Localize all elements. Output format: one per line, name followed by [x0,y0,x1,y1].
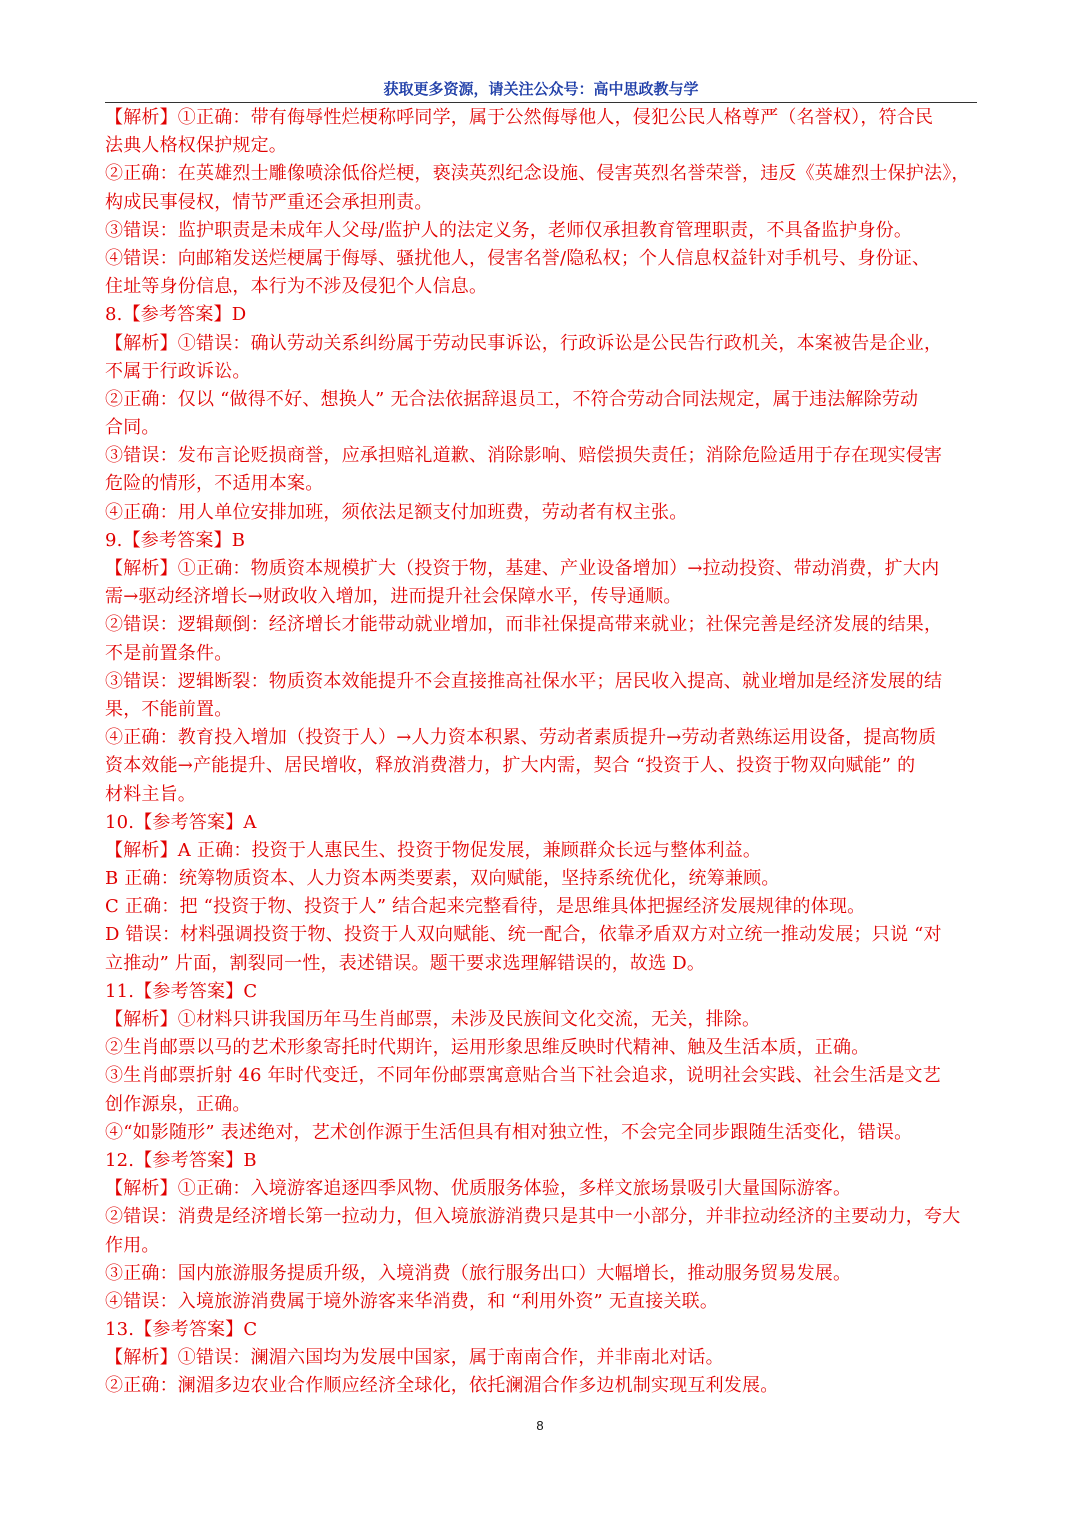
text-line: ④错误：入境旅游消费属于境外游客来华消费，和 “利用外资” 无直接关联。 [105,1290,719,1312]
text-line: ③正确：国内旅游服务提质升级，入境消费（旅行服务出口）大幅增长，推动服务贸易发展。 [105,1262,852,1284]
text-line: ②正确：澜湄多边农业合作顺应经济全球化，依托澜湄合作多边机制实现互利发展。 [105,1375,779,1397]
text-line: 法典人格权保护规定。 [105,135,287,157]
text-line: ④正确：教育投入增加（投资于人）→人力资本积累、劳动者素质提升→劳动者熟练运用设备，提高物质 [105,727,937,749]
text-line: ④“如影随形” 表述绝对，艺术创作源于生活但具有相对独立性，不会完全同步跟随生活变化，错误。 [105,1121,913,1143]
text-line: ④错误：向邮箱发送烂梗属于侮辱、骚扰他人，侵害名誉/隐私权；个人信息权益针对手机号、身份证、 [105,247,931,269]
text-line: ③错误：逻辑断裂：物质资本效能提升不会直接推高社保水平；居民收入提高、就业增加是经济发展的结 [105,670,943,692]
text-line: B 正确：统筹物质资本、人力资本两类要素，双向赋能，坚持系统优化，统筹兼顾。 [105,868,780,890]
text-line: ②正确：在英雄烈士雕像喷涂低俗烂梗，亵渎英烈纪念设施、侵害英烈名誉荣誉，违反《英雄烈士保护法》， [105,163,970,185]
text-line: 住址等身份信息，本行为不涉及侵犯个人信息。 [105,276,488,298]
text-line: 10.【参考答案】A [105,811,257,833]
text-line: ③错误：监护职责是未成年人父母/监护人的法定义务，老师仅承担教育管理职责，不具备监护身份。 [105,219,913,241]
text-line: ②生肖邮票以马的艺术形象寄托时代期许，运用形象思维反映时代精神、触及生活本质，正确。 [105,1037,870,1059]
text-line: 作用。 [105,1234,160,1256]
text-line: 【解析】①错误：确认劳动关系纠纷属于劳动民事诉讼，行政诉讼是公民告行政机关，本案被告是企业， [105,332,943,354]
text-line: C 正确：把 “投资于物、投资于人” 结合起来完整看待，是思维具体把握经济发展规律的体现。 [105,896,866,918]
text-line: 不属于行政诉讼。 [105,360,251,382]
text-line: 【解析】①错误：澜湄六国均为发展中国家，属于南南合作，并非南北对话。 [105,1347,724,1369]
text-line: 立推动” 片面，割裂同一性，表述错误。题干要求选理解错误的，故选 D。 [105,952,706,974]
text-line: D 错误：材料强调投资于物、投资于人双向赋能、统一配合，依靠矛盾双方对立统一推动发展；只说 “对 [105,924,942,946]
header-divider [105,102,977,103]
text-line: ③生肖邮票折射 46 年时代变迁，不同年份邮票寓意贴合当下社会追求，说明社会实践、社会生活是文艺 [105,1065,941,1087]
text-line: 【解析】①正确：物质资本规模扩大（投资于物，基建、产业设备增加）→拉动投资、带动消费，扩大内 [105,558,940,579]
text-line: 【解析】①正确：带有侮辱性烂梗称呼同学，属于公然侮辱他人，侵犯公民人格尊严（名誉权），符合民 [105,107,934,128]
text-line: 13.【参考答案】C [105,1319,258,1341]
text-line: 材料主旨。 [105,783,196,805]
text-line: ③错误：发布言论贬损商誉，应承担赔礼道歉、消除影响、赔偿损失责任；消除危险适用于存在现实侵害 [105,445,943,467]
text-line: 11.【参考答案】C [105,980,258,1002]
text-line: ②错误：逻辑颠倒：经济增长才能带动就业增加，而非社保提高带来就业；社保完善是经济发展的结果， [105,614,943,636]
page-header: 获取更多资源，请关注公众号：高中思政教与学 [383,80,699,98]
text-line: 合同。 [105,417,160,439]
text-line: 9.【参考答案】B [105,529,246,551]
text-line: 【解析】①材料只讲我国历年马生肖邮票，未涉及民族间文化交流，无关，排除。 [105,1009,761,1030]
text-line: 果，不能前置。 [105,698,233,720]
page-number: 8 [536,1418,544,1433]
text-line: 【解析】①正确：入境游客追逐四季风物、优质服务体验，多样文旅场景吸引大量国际游客。 [105,1178,852,1200]
text-line: 不是前置条件。 [105,642,233,664]
text-line: ④正确：用人单位安排加班，须依法足额支付加班费，劳动者有权主张。 [105,501,688,523]
text-line: ②错误：消费是经济增长第一拉动力，但入境旅游消费只是其中一小部分，并非拉动经济的主要动力，夸大 [105,1206,961,1228]
text-line: 8.【参考答案】D [105,304,247,326]
text-line: 【解析】A 正确：投资于人惠民生、投资于物促发展，兼顾群众长远与整体利益。 [105,839,762,861]
text-line: 危险的情形，不适用本案。 [105,473,324,495]
text-line: ②正确：仅以 “做得不好、想换人” 无合法依据辞退员工，不符合劳动合同法规定，属于违法解除劳动 [105,388,919,410]
text-line: 创作源泉，正确。 [105,1093,251,1115]
text-line: 构成民事侵权，情节严重还会承担刑责。 [105,191,433,213]
text-line: 需→驱动经济增长→财政收入增加，进而提升社会保障水平，传导通顺。 [105,586,682,608]
answer-analysis-body [105,104,977,1401]
text-line: 资本效能→产能提升、居民增收，释放消费潜力，扩大内需，契合 “投资于人、投资于物双向赋能” 的 [105,755,916,777]
text-line: 12.【参考答案】B [105,1149,257,1171]
